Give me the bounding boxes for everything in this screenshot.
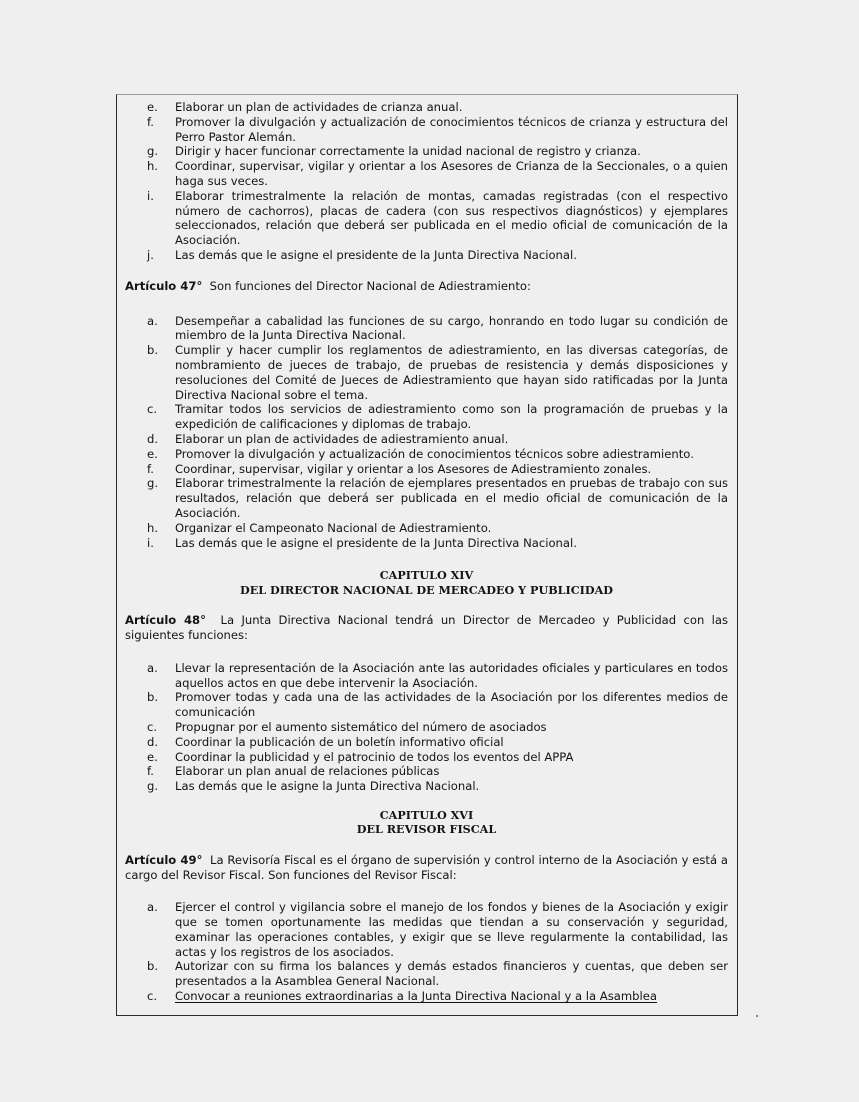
list-marker: f. — [147, 764, 154, 779]
list-marker: b. — [147, 959, 159, 974]
list-article-48 — [125, 661, 728, 794]
list-article-49 — [125, 900, 728, 1004]
list-text: Las demás que le asigne el presidente de la Junta Directiva Nacional. — [175, 535, 577, 550]
article-49 — [125, 853, 728, 883]
list-text: Desempeñar a cabalidad las funciones de su cargo, honrando en todo lugar su condición de miembro de la Junta Directiva Nacional. — [175, 313, 728, 343]
chapter-title: DEL REVISOR FISCAL — [356, 822, 497, 837]
list-text: Llevar la representación de la Asociación ante las autoridades oficiales y particulares en todos aquellos actos en que debe intervenir la Asociación. — [175, 660, 728, 690]
list-marker: g. — [147, 779, 159, 794]
list-marker: h. — [147, 520, 159, 535]
list-marker: d. — [147, 431, 159, 446]
list-text: Promover la divulgación y actualización de conocimientos técnicos de crianza y estructura del Perro Pastor Alemán. — [175, 114, 728, 144]
list-text: Coordinar la publicación de un boletín informativo oficial — [175, 734, 504, 749]
list-item — [125, 402, 728, 432]
list-marker: f. — [147, 461, 154, 476]
list-item — [125, 476, 728, 520]
list-marker: g. — [147, 144, 159, 159]
list-marker: e. — [147, 100, 158, 114]
chapter-number: CAPITULO XVI — [379, 807, 474, 822]
list-item — [125, 100, 728, 115]
list-text: Coordinar la publicidad y el patrocinio de todos los eventos del APPA — [175, 749, 574, 764]
list-marker: b. — [147, 690, 159, 705]
list-marker: e. — [147, 749, 158, 764]
list-text: Cumplir y hacer cumplir los reglamentos de adiestramiento, en las diversas categorías, de nombramiento de jueces de trabajo, de pruebas de resistencia y demás disposiciones y resoluciones del Comité de Jueces de Adiestramiento que hayan sido ratificadas por la Junta Directiva Nacional sobre el tema. — [175, 343, 728, 402]
list-item — [125, 115, 728, 145]
list-marker: a. — [147, 900, 158, 915]
list-item — [125, 779, 728, 794]
article-label: Artículo 47° — [125, 278, 203, 293]
list-item — [125, 144, 728, 159]
list-item — [125, 248, 728, 263]
article-text: Son funciones del Director Nacional de Adiestramiento: — [209, 278, 531, 293]
list-marker: c. — [147, 719, 158, 734]
list-item — [125, 536, 728, 551]
list-text: Tramitar todos los servicios de adiestramiento como son la programación de pruebas y la expedición de calificaciones y diplomas de trabajo. — [175, 402, 728, 432]
list-marker: h. — [147, 159, 159, 174]
article-text: La Junta Directiva Nacional tendrá un Director de Mercadeo y Publicidad con las siguientes funciones: — [125, 613, 728, 642]
list-item — [125, 720, 728, 735]
list-marker: a. — [147, 313, 158, 328]
list-text: Las demás que le asigne el presidente de la Junta Directiva Nacional. — [175, 247, 577, 262]
article-48 — [125, 613, 728, 643]
list-marker: c. — [147, 402, 158, 417]
list-item — [125, 159, 728, 189]
list-text: Dirigir y hacer funcionar correctamente la unidad nacional de registro y crianza. — [175, 144, 641, 159]
list-marker: a. — [147, 660, 158, 675]
list-item — [125, 521, 728, 536]
list-item — [125, 764, 728, 779]
document-body — [125, 100, 728, 1004]
list-text: Propugnar por el aumento sistemático del número de asociados — [175, 719, 547, 734]
list-text: Promover la divulgación y actualización de conocimientos técnicos sobre adiestramiento. — [175, 446, 694, 461]
list-item — [125, 750, 728, 765]
article-47 — [125, 279, 728, 294]
list-item — [125, 900, 728, 959]
list-item — [125, 661, 728, 691]
list-marker: f. — [147, 114, 154, 129]
list-item — [125, 343, 728, 402]
list-item — [125, 314, 728, 344]
chapter-title: DEL DIRECTOR NACIONAL DE MERCADEO Y PUBLICIDAD — [240, 582, 613, 597]
list-item — [125, 432, 728, 447]
list-text: Elaborar trimestralmente la relación de ejemplares presentados en pruebas de trabajo con sus resultados, relación que deberá ser publicada en el medio oficial de comunicación de la Asociación. — [175, 476, 728, 520]
list-text: Las demás que le asigne la Junta Directiva Nacional. — [175, 779, 480, 794]
list-item — [125, 735, 728, 750]
list-marker: i. — [147, 188, 154, 203]
scan-speck — [756, 1015, 758, 1017]
list-text: Elaborar un plan de actividades de adiestramiento anual. — [175, 431, 509, 446]
list-item — [125, 462, 728, 477]
list-director-crianza — [125, 100, 728, 263]
article-text: La Revisoría Fiscal es el órgano de supervisión y control interno de la Asociación y está a cargo del Revisor Fiscal. Son funciones del Revisor Fiscal: — [125, 852, 728, 882]
list-text: Convocar a reuniones extraordinarias a la Junta Directiva Nacional y a la Asamblea — [175, 989, 657, 1004]
list-text: Elaborar un plan anual de relaciones públicas — [175, 764, 440, 779]
list-marker: e. — [147, 446, 158, 461]
list-marker: d. — [147, 734, 159, 749]
list-item — [125, 447, 728, 462]
list-article-47 — [125, 314, 728, 551]
chapter-heading — [125, 568, 728, 597]
list-marker: c. — [147, 989, 158, 1004]
list-text: Coordinar, supervisar, vigilar y orientar a los Asesores de Adiestramiento zonales. — [175, 461, 652, 476]
list-item — [125, 189, 728, 248]
list-marker: b. — [147, 343, 159, 358]
list-text: Elaborar un plan de actividades de crianza anual. — [175, 100, 463, 114]
list-text: Promover todas y cada una de las actividades de la Asociación por los diferentes medios de comunicación — [175, 690, 728, 720]
article-label: Artículo 49° — [125, 852, 203, 867]
list-text: Organizar el Campeonato Nacional de Adiestramiento. — [175, 520, 492, 535]
list-item — [125, 959, 728, 989]
list-text: Autorizar con su firma los balances y demás estados financieros y cuentas, que deben ser presentados a la Asamblea General Nacional. — [175, 959, 728, 989]
list-text: Coordinar, supervisar, vigilar y orientar a los Asesores de Crianza de la Seccionales, o a quien haga sus veces. — [175, 159, 728, 188]
list-marker: i. — [147, 535, 154, 550]
list-item — [125, 989, 728, 1004]
article-label: Artículo 48° — [125, 613, 206, 628]
list-text: Ejercer el control y vigilancia sobre el manejo de los fondos y bienes de la Asociación y exigir que se tomen oportunamente las medidas que tiendan a su conservación y seguridad, examinar las operaciones contables, y exigir que se lleve regularmente la contabilidad, las actas y los registros de los asociados. — [175, 900, 728, 959]
list-marker: j. — [147, 247, 154, 262]
chapter-heading — [125, 808, 728, 837]
list-marker: g. — [147, 476, 159, 491]
list-text: Elaborar trimestralmente la relación de montas, camadas registradas (con el respectivo número de cachorros), placas de cadera (con sus respectivos diagnósticos) y ejemplares seleccionados, relación que deberá ser publicada en el medio oficial de comunicación de la Asociación. — [175, 188, 728, 248]
chapter-number: CAPITULO XIV — [379, 568, 474, 583]
list-item — [125, 690, 728, 720]
